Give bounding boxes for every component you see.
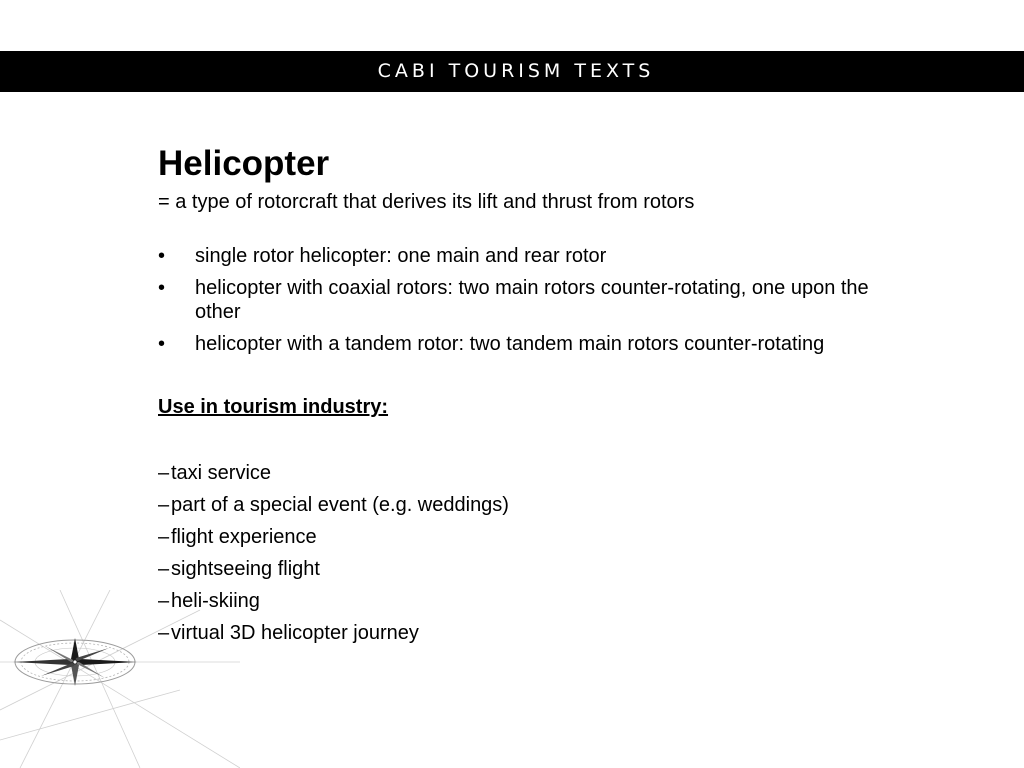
list-item-text: helicopter with coaxial rotors: two main rotors counter-rotating, one upon the other xyxy=(195,277,869,323)
bullet-icon: • xyxy=(158,245,166,267)
dash-icon: – xyxy=(158,494,170,516)
list-item xyxy=(158,489,958,521)
dash-icon: – xyxy=(158,526,170,548)
list-item xyxy=(158,332,885,356)
list-item-text: part of a special event (e.g. weddings) xyxy=(171,494,509,516)
list-item-text: flight experience xyxy=(171,526,317,548)
list-item xyxy=(158,244,915,268)
header-banner xyxy=(0,51,1024,92)
section-title: Use in tourism industry: xyxy=(158,396,389,418)
dash-icon: – xyxy=(158,590,170,612)
tourism-uses-list xyxy=(158,457,958,649)
list-item-text: heli-skiing xyxy=(171,590,260,612)
bullet-icon: • xyxy=(158,277,166,299)
slide-content xyxy=(158,138,958,649)
slide-heading: Helicopter xyxy=(158,144,330,183)
dash-icon: – xyxy=(158,462,170,484)
dash-icon: – xyxy=(158,558,170,580)
list-item xyxy=(158,276,915,324)
dash-icon: – xyxy=(158,622,170,644)
list-item xyxy=(158,457,958,489)
list-item xyxy=(158,617,958,649)
bullet-icon: • xyxy=(158,333,166,355)
list-item xyxy=(158,585,958,617)
banner-title: CABI TOURISM TEXTS xyxy=(377,60,655,82)
list-item-text: taxi service xyxy=(171,462,272,484)
list-item-text: virtual 3D helicopter journey xyxy=(171,622,419,644)
list-item-text: sightseeing flight xyxy=(171,558,320,580)
list-item xyxy=(158,553,958,585)
definition-text: = a type of rotorcraft that derives its lift and thrust from rotors xyxy=(158,191,695,213)
list-item-text: helicopter with a tandem rotor: two tandem main rotors counter-rotating xyxy=(195,333,825,355)
list-item-text: single rotor helicopter: one main and rear rotor xyxy=(195,245,607,267)
helicopter-types-list xyxy=(158,244,958,356)
list-item xyxy=(158,521,958,553)
